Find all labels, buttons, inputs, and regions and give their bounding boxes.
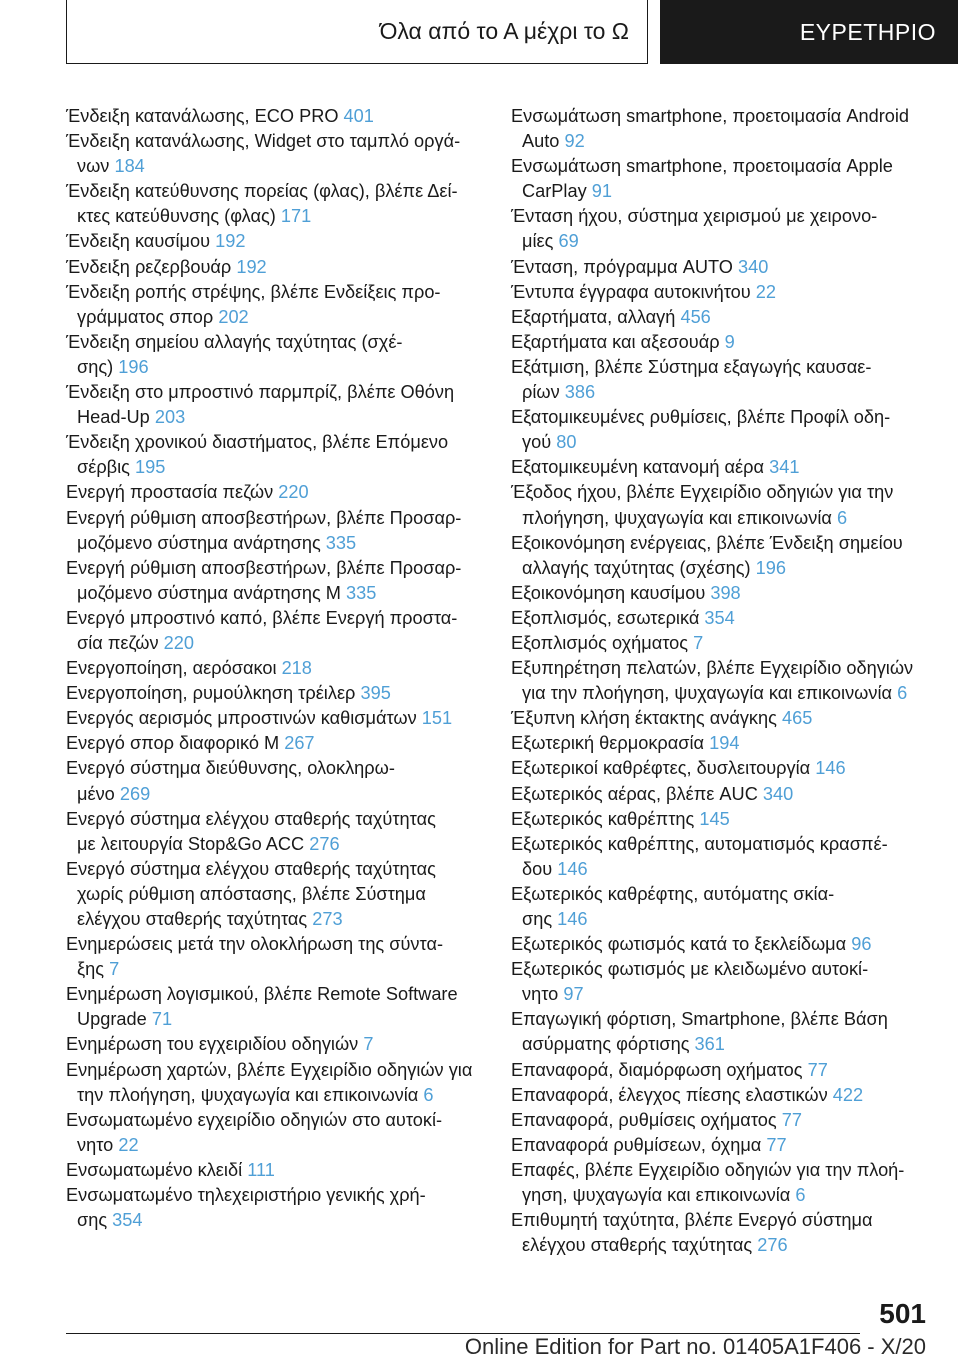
tab-a-to-z[interactable]: Όλα από το Α μέχρι το Ω <box>66 0 648 64</box>
entry-text: Εξοπλισμός οχήματος <box>511 632 689 653</box>
entry-text: Ενημέρωση λογισμικού, βλέπε Remote Software <box>66 984 458 1005</box>
entry-text: Έξυπνη κλήση έκτακτης ανάγκης <box>511 708 777 729</box>
index-entry <box>66 756 476 806</box>
index-entry <box>66 480 476 505</box>
entry-text: σης <box>522 909 553 929</box>
index-entry <box>66 932 476 982</box>
page-reference-link[interactable]: 456 <box>680 306 711 327</box>
entry-text: Ένδειξη στο μπροστινό παρμπρίζ, βλέπε Οθόνη <box>66 382 455 403</box>
page-reference-link[interactable]: 146 <box>815 758 846 779</box>
index-entry <box>511 455 936 480</box>
entry-text: Εξωτερικός καθρέφτης, αυτόματης σκία‐ <box>511 883 835 904</box>
page-reference-link[interactable]: 91 <box>591 181 612 202</box>
entry-text: Ενημερώσεις μετά την ολοκλήρωση της σύντα‐ <box>66 934 444 955</box>
entry-text: μοζόμενο σύστημα ανάρτησης <box>77 532 321 553</box>
entry-text: Ενσωματωμένο κλειδί <box>66 1159 243 1180</box>
index-entry <box>66 179 476 229</box>
page-reference-link[interactable]: 6 <box>795 1185 806 1206</box>
page-reference-link[interactable]: 202 <box>218 306 249 327</box>
page-reference-link[interactable]: 77 <box>807 1059 828 1080</box>
entry-text: γού <box>522 432 552 453</box>
index-entry <box>511 330 936 355</box>
index-entry <box>511 756 936 781</box>
index-entry <box>511 255 936 280</box>
index-entry <box>511 1133 936 1158</box>
index-entry <box>511 480 936 530</box>
page-reference-link[interactable]: 146 <box>557 909 588 929</box>
entry-text: Εξωτερική θερμοκρασία <box>511 733 705 754</box>
page-reference-link[interactable]: 196 <box>755 557 786 578</box>
page-reference-link[interactable]: 77 <box>766 1134 787 1155</box>
index-entry <box>511 932 936 957</box>
page-reference-link[interactable]: 22 <box>755 281 776 302</box>
entry-text: Επιθυμητή ταχύτητα, βλέπε Ενεργό σύστημα <box>511 1210 873 1231</box>
entry-text: Ένταση ήχου, σύστημα χειρισμού με χειρονο‐ <box>511 206 878 227</box>
tab-index[interactable]: ΕΥΡΕΤΗΡΙΟ <box>660 0 958 64</box>
entry-text: Ενεργοποίηση, αερόσακοι <box>66 658 277 679</box>
page-number: 501 <box>879 1298 926 1329</box>
index-entry <box>511 957 936 1007</box>
index-entry <box>511 531 936 581</box>
entry-text: ελέγχου σταθερής ταχύτητας <box>77 909 308 929</box>
entry-text: Ενεργός αερισμός μπροστινών καθισμάτων <box>66 708 417 729</box>
page-reference-link[interactable]: 194 <box>709 733 740 754</box>
entry-text: Εξωτερικός φωτισμός με κλειδωμένο αυτοκί‐ <box>511 959 869 980</box>
entry-text: Ενσωματωμένο εγχειρίδιο οδηγιών στο αυτοκί‐ <box>66 1109 443 1130</box>
entry-text: Ενεργή προστασία πεζών <box>66 482 274 503</box>
page-reference-link[interactable]: 192 <box>236 256 267 277</box>
page-reference-link[interactable]: 22 <box>118 1134 139 1155</box>
entry-text: μίες <box>522 231 554 252</box>
page-reference-link[interactable]: 96 <box>851 934 872 955</box>
index-entry <box>511 731 936 756</box>
entry-text: γράμματος σπορ <box>77 306 214 327</box>
page-reference-link[interactable]: 146 <box>557 858 588 879</box>
entry-text: Επαναφορά, διαμόρφωση οχήματος <box>511 1059 803 1080</box>
entry-text: Ένδειξη καυσίμου <box>66 231 211 252</box>
index-entry <box>511 807 936 832</box>
entry-text: Έντυπα έγγραφα αυτοκινήτου <box>511 281 751 302</box>
index-entry <box>511 204 936 254</box>
entry-text: Ένδειξη σημείου αλλαγής ταχύτητας (σχέ‐ <box>66 331 403 352</box>
entry-text: μοζόμενο σύστημα ανάρτησης M <box>77 582 341 603</box>
index-entry <box>66 807 476 857</box>
entry-text: Ένδειξη ρεζερβουάρ <box>66 256 232 277</box>
entry-text: Ενεργό σύστημα διεύθυνσης, ολοκληρω‐ <box>66 758 395 779</box>
index-entry <box>511 1058 936 1083</box>
entry-text: Επαναφορά, έλεγχος πίεσης ελαστικών <box>511 1084 828 1105</box>
index-entry <box>511 782 936 807</box>
index-column-right <box>511 104 936 1258</box>
entry-text: Ενεργή ρύθμιση αποσβεστήρων, βλέπε Προσαρ‐ <box>66 507 462 528</box>
page-reference-link[interactable]: 340 <box>762 783 794 804</box>
page-reference-link[interactable]: 386 <box>564 382 596 403</box>
entry-text: Ένταση, πρόγραμμα AUTO <box>511 256 733 277</box>
index-entry <box>66 380 476 430</box>
index-entry <box>66 255 476 280</box>
page-reference-link[interactable]: 273 <box>312 909 343 929</box>
entry-text: Ένδειξη κατανάλωσης, ECO PRO <box>66 106 339 126</box>
entry-text: Εξωτερικός φωτισμός κατά το ξεκλείδωμα <box>511 934 847 955</box>
entry-text: Ενημέρωση χαρτών, βλέπε Εγχειρίδιο οδηγιών για <box>66 1059 473 1080</box>
entry-text: Έξοδος ήχου, βλέπε Εγχειρίδιο οδηγιών για την <box>511 482 894 503</box>
page-reference-link[interactable]: 354 <box>704 607 735 628</box>
page-reference-link[interactable]: 196 <box>118 356 149 377</box>
index-entry <box>511 104 936 154</box>
entry-text: Ένδειξη κατανάλωσης, Widget στο ταμπλό οργά‐ <box>66 131 461 152</box>
entry-text: σέρβις <box>77 457 130 478</box>
entry-text: με λειτουργία Stop&Go ACC <box>77 833 305 854</box>
entry-text: μένο <box>77 783 115 804</box>
entry-text: Head-Up <box>77 407 150 428</box>
page-reference-link[interactable]: 276 <box>757 1235 788 1256</box>
page-reference-link[interactable]: 151 <box>421 708 453 729</box>
entry-text: CarPlay <box>522 181 587 202</box>
entry-text: γηση, ψυχαγωγία και επικοινωνία <box>522 1185 791 1206</box>
index-entry <box>511 280 936 305</box>
index-entry <box>66 1158 476 1183</box>
index-entry <box>66 129 476 179</box>
page-reference-link[interactable]: 6 <box>423 1084 434 1105</box>
page-reference-link[interactable]: 465 <box>781 708 813 729</box>
entry-text: Εξυπηρέτηση πελατών, βλέπε Εγχειρίδιο οδηγιών <box>511 658 914 679</box>
index-entry <box>511 405 936 455</box>
index-entry <box>66 1183 476 1233</box>
index-entry <box>511 631 936 656</box>
entry-text: Εξατομικευμένες ρυθμίσεις, βλέπε Προφίλ οδη‐ <box>511 407 891 428</box>
index-entry <box>66 982 476 1032</box>
index-entry <box>511 355 936 405</box>
entry-text: σία πεζών <box>77 632 159 653</box>
page-reference-link[interactable]: 269 <box>119 783 151 804</box>
page-reference-link[interactable]: 398 <box>710 582 741 603</box>
entry-text: Εξωτερικός καθρέπτης, αυτοματισμός κρασπέ‐ <box>511 833 888 854</box>
entry-text: Εξαρτήματα, αλλαγή <box>511 306 676 327</box>
page-reference-link[interactable]: 422 <box>832 1084 864 1105</box>
entry-text: πλοήγηση, ψυχαγωγία και επικοινωνία <box>522 507 832 528</box>
entry-text: Εξοικονόμηση καυσίμου <box>511 582 706 603</box>
page-reference-link[interactable]: 145 <box>699 808 730 829</box>
entry-text: Ενσωμάτωση smartphone, προετοιμασία Android <box>511 106 910 126</box>
page-reference-link[interactable]: 341 <box>769 457 800 478</box>
entry-text: νητο <box>77 1134 114 1155</box>
page-reference-link[interactable]: 184 <box>114 156 145 177</box>
index-entry <box>66 229 476 254</box>
index-entry <box>66 656 476 681</box>
page-reference-link[interactable]: 7 <box>693 632 704 653</box>
index-entry <box>66 1058 476 1108</box>
page-reference-link[interactable]: 361 <box>694 1034 725 1055</box>
entry-text: Ενεργή ρύθμιση αποσβεστήρων, βλέπε Προσαρ‐ <box>66 557 462 578</box>
page-reference-link[interactable]: 401 <box>343 106 374 126</box>
entry-text: Επαναφορά ρυθμίσεων, όχημα <box>511 1134 762 1155</box>
page-reference-link[interactable]: 92 <box>564 131 585 152</box>
index-entry <box>66 330 476 380</box>
page-reference-link[interactable]: 218 <box>281 658 312 679</box>
index-entry <box>511 1208 936 1258</box>
page-reference-link[interactable]: 220 <box>278 482 309 503</box>
page-reference-link[interactable]: 97 <box>563 984 584 1005</box>
entry-text: ασύρματης φόρτισης <box>522 1034 690 1055</box>
entry-text: Ένδειξη ροπής στρέψης, βλέπε Ενδείξεις προ‐ <box>66 281 441 302</box>
index-entry <box>66 731 476 756</box>
index-column-left <box>66 104 476 1233</box>
index-entry <box>66 280 476 330</box>
page-reference-link[interactable]: 71 <box>151 1009 173 1030</box>
page-reference-link[interactable]: 111 <box>247 1159 275 1180</box>
entry-text: Εξοικονόμηση ενέργειας, βλέπε Ένδειξη σημείου <box>511 532 903 553</box>
entry-text: για την πλοήγηση, ψυχαγωγία και επικοινωνία <box>522 683 893 704</box>
entry-text: Ενεργό σπορ διαφορικό M <box>66 733 280 754</box>
index-entry <box>66 857 476 932</box>
index-entry <box>511 1158 936 1208</box>
entry-text: Εξωτερικοί καθρέφτες, δυσλειτουργία <box>511 758 811 779</box>
entry-text: Επαγωγική φόρτιση, Smartphone, βλέπε Βάση <box>511 1009 888 1030</box>
page-reference-link[interactable]: 276 <box>309 833 340 854</box>
index-entry <box>511 305 936 330</box>
page-reference-link[interactable]: 171 <box>280 206 312 227</box>
page-reference-link[interactable]: 354 <box>112 1210 143 1231</box>
entry-text: Ενεργό σύστημα ελέγχου σταθερής ταχύτητας <box>66 858 436 879</box>
entry-text: Εξωτερικός αέρας, βλέπε AUC <box>511 783 758 804</box>
entry-text: Εξάτμιση, βλέπε Σύστημα εξαγωγής καυσαε‐ <box>511 356 872 377</box>
index-entry <box>511 706 936 731</box>
entry-text: την πλοήγηση, ψυχαγωγία και επικοινωνία <box>77 1084 419 1105</box>
entry-text: Ένδειξη κατεύθυνσης πορείας (φλας), βλέπε Δεί‐ <box>66 181 458 202</box>
page-reference-link[interactable]: 335 <box>346 582 377 603</box>
entry-text: Ενσωματωμένο τηλεχειριστήριο γενικής χρή‐ <box>66 1185 426 1206</box>
entry-text: Auto <box>522 131 560 152</box>
index-entry <box>511 656 936 706</box>
entry-text: Ενσωμάτωση smartphone, προετοιμασία Apple <box>511 156 893 177</box>
page-reference-link[interactable]: 9 <box>724 331 735 352</box>
entry-text: χωρίς ρύθμιση απόστασης, βλέπε Σύστημα <box>77 883 426 904</box>
entry-text: νητο <box>522 984 559 1005</box>
entry-text: Ένδειξη χρονικού διαστήματος, βλέπε Επόμενο <box>66 432 449 453</box>
index-entry <box>511 1108 936 1133</box>
page-reference-link[interactable]: 69 <box>558 231 579 252</box>
index-entry <box>511 1083 936 1108</box>
entry-text: νων <box>77 156 110 177</box>
index-entry <box>66 1108 476 1158</box>
index-entry <box>66 506 476 556</box>
entry-text: Ενεργό μπροστινό καπό, βλέπε Ενεργή προστα‐ <box>66 607 458 628</box>
page-reference-link[interactable]: 192 <box>215 231 246 252</box>
page-reference-link[interactable]: 335 <box>325 532 357 553</box>
index-entry <box>66 706 476 731</box>
page-reference-link[interactable]: 77 <box>781 1109 802 1130</box>
index-entry <box>511 1007 936 1057</box>
page-reference-link[interactable]: 340 <box>738 256 769 277</box>
entry-text: Επαφές, βλέπε Εγχειρίδιο οδηγιών για την πλοή‐ <box>511 1159 905 1180</box>
page-reference-link[interactable]: 7 <box>109 959 120 980</box>
index-entry <box>511 882 936 932</box>
entry-text: ελέγχου σταθερής ταχύτητας <box>522 1235 753 1256</box>
page-reference-link[interactable]: 395 <box>360 683 391 704</box>
page-reference-link[interactable]: 203 <box>154 407 186 428</box>
page-reference-link[interactable]: 220 <box>163 632 195 653</box>
entry-text: κτες κατεύθυνσης (φλας) <box>77 206 276 227</box>
footer-edition: Online Edition for Part no. 01405A1F406 - X/20 <box>464 1334 926 1359</box>
entry-text: Ενημέρωση του εγχειριδίου οδηγιών <box>66 1034 359 1055</box>
entry-text: Ενεργό σύστημα ελέγχου σταθερής ταχύτητας <box>66 808 436 829</box>
entry-text: Upgrade <box>77 1009 147 1030</box>
entry-text: ξης <box>77 959 105 980</box>
entry-text: αλλαγής ταχύτητας (σχέσης) <box>522 557 751 578</box>
index-entry <box>66 606 476 656</box>
page-reference-link[interactable]: 80 <box>556 432 577 453</box>
entry-text: ρίων <box>522 382 560 403</box>
index-entry <box>66 681 476 706</box>
entry-text: σης) <box>77 356 114 377</box>
entry-text: Εξατομικευμένη κατανομή αέρα <box>511 457 765 478</box>
top-navigation <box>66 0 958 66</box>
entry-text: Επαναφορά, ρυθμίσεις οχήματος <box>511 1109 777 1130</box>
index-entry <box>511 581 936 606</box>
index-entry <box>511 606 936 631</box>
page-reference-link[interactable]: 6 <box>836 507 848 528</box>
page-reference-link[interactable]: 7 <box>363 1034 374 1055</box>
entry-text: Ενεργοποίηση, ρυμούλκηση τρέιλερ <box>66 683 356 704</box>
index-entry <box>66 556 476 606</box>
entry-text: Εξωτερικός καθρέπτης <box>511 808 695 829</box>
index-entry <box>66 1032 476 1057</box>
index-entry <box>66 104 476 129</box>
entry-text: σης <box>77 1210 108 1231</box>
index-entry <box>511 832 936 882</box>
page-reference-link[interactable]: 267 <box>284 733 315 754</box>
index-entry <box>511 154 936 204</box>
entry-text: δου <box>522 858 553 879</box>
entry-text: Εξοπλισμός, εσωτερικά <box>511 607 700 628</box>
index-entry <box>66 430 476 480</box>
entry-text: Εξαρτήματα και αξεσουάρ <box>511 331 720 352</box>
page-reference-link[interactable]: 6 <box>897 683 908 704</box>
page-reference-link[interactable]: 195 <box>135 457 166 478</box>
